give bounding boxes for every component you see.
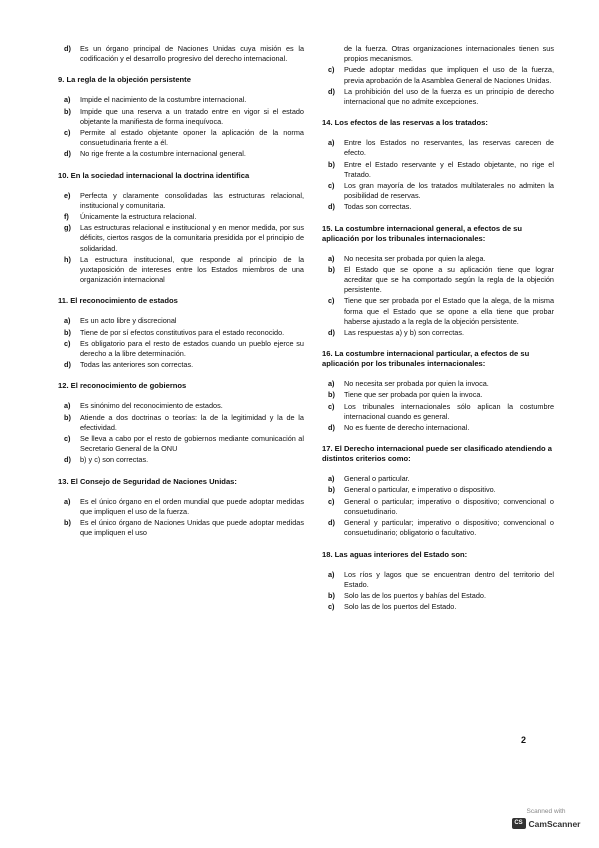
option-text: Los ríos y lagos que se encuentran dentro del territorio del Estado. (344, 569, 554, 589)
question-9 (58, 75, 304, 159)
answer-option (322, 390, 554, 400)
option-letter: d) (64, 44, 71, 53)
option-text: Los tribunales internacionales sólo aplican la costumbre internacional cuando es general. (344, 401, 554, 421)
question-title: 14. Los efectos de las reservas a los tratados: (322, 118, 488, 128)
answer-option (322, 65, 554, 85)
option-letter: d) (328, 423, 335, 433)
option-text: Es un órgano principal de Naciones Unidas cuya misión es la codificación y el desarrollo progresivo del derecho internacional. (80, 44, 304, 64)
option-letter: c) (328, 65, 335, 75)
option-letter: b) (328, 264, 335, 274)
page-number: 2 (521, 735, 527, 745)
question-10 (58, 171, 304, 286)
option-text: General o particular, e imperativo o dispositivo. (344, 485, 496, 495)
option-letter: b) (328, 485, 335, 495)
option-text: Es obligatorio para el resto de estados cuando un pueblo ejerce su derecho a la libre determinación. (80, 338, 304, 359)
question-title: 10. En la sociedad internacional la doctrina identifica (58, 170, 250, 180)
option-text: Impide el nacimiento de la costumbre internacional. (80, 95, 247, 105)
answer-option (322, 379, 554, 389)
option-text: No es fuente de derecho internacional. (344, 423, 470, 433)
answer-option (58, 255, 304, 286)
answer-option (58, 107, 304, 127)
option-text: Entre el Estado reservante y el Estado objetante, no rige el Tratado. (344, 159, 554, 179)
answer-option (58, 339, 304, 359)
option-letter: b) (64, 106, 71, 116)
answer-option (322, 328, 554, 338)
answer-option (322, 570, 554, 590)
question-title: 15. La costumbre internacional general, a efectos de su aplicación por los tribunales internacionales: (322, 223, 523, 243)
question-18 (322, 550, 554, 613)
answer-option (58, 413, 304, 433)
answer-option (322, 296, 554, 327)
question-8-tail (58, 44, 304, 64)
option-letter: b) (328, 590, 335, 600)
option-text: Atiende a dos doctrinas o teorías: la de la legitimidad y la de la efectividad. (80, 412, 304, 432)
option-text: Impide que una reserva a un tratado entre en vigor si el estado objetante la manifiesta de forma inequívoca. (80, 106, 304, 126)
option-continuation: de la fuerza. Otras organizaciones internacionales tienen sus propios mecanismos. (344, 44, 554, 64)
answer-option (322, 160, 554, 180)
answer-option (58, 44, 304, 64)
option-letter: a) (64, 95, 71, 105)
option-text: Se lleva a cabo por el resto de gobiernos mediante comunicación al Secretario General de la ONU (80, 434, 304, 454)
option-text: Perfecta y claramente consolidadas las estructuras relacional, institucional y comunitaria. (80, 190, 304, 210)
answer-option (322, 602, 554, 612)
left-column (58, 44, 304, 550)
option-text: General y particular; imperativo o dispositivo; convencional o consuetudinario; obligatorio o facultativo. (344, 518, 554, 538)
option-text: Solo las de los puertos y bahías del Estado. (344, 590, 486, 600)
option-text: Permite al estado objetante oponer la aplicación de la norma consuetudinaria frente a él. (80, 128, 304, 148)
option-text: La prohibición del uso de la fuerza es un principio de derecho internacional que no admite excepciones. (344, 86, 554, 107)
question-16 (322, 349, 554, 433)
option-text: Tiene que ser probada por el Estado que la alega, de la misma forma que el Estado que se opone a ella tiene que probar haberse ajustado a la regla de la objeción persistente. (344, 296, 554, 326)
option-letter: c) (328, 602, 335, 612)
option-text: No rige frente a la costumbre internacional general. (80, 149, 246, 159)
option-text: General o particular; imperativo o dispositivo; convencional o consuetudinario. (344, 496, 554, 516)
option-letter: b) (64, 412, 71, 422)
option-text: Es el único órgano de Naciones Unidas que puede adoptar medidas que impliquen el uso (80, 518, 304, 538)
option-letter: a) (328, 253, 335, 263)
answer-option (58, 328, 304, 338)
option-letter: c) (328, 496, 335, 506)
answer-option (58, 434, 304, 454)
option-text: Únicamente la estructura relacional. (80, 212, 197, 222)
question-12 (58, 381, 304, 465)
option-letter: d) (328, 518, 335, 528)
answer-option (58, 497, 304, 517)
option-letter: c) (64, 434, 71, 444)
question-title: 18. Las aguas interiores del Estado son: (322, 549, 468, 559)
option-letter: d) (328, 86, 335, 96)
answer-option (322, 518, 554, 538)
option-letter: c) (64, 128, 71, 138)
option-text: No necesita ser probada por quien la invoca. (344, 379, 489, 389)
answer-option (322, 138, 554, 158)
option-text: La estructura institucional, que responde al principio de la yuxtaposición de intereses entre los Estados miembros de una organización internacional (80, 254, 304, 285)
option-text: No necesita ser probada por quien la alega. (344, 253, 486, 263)
scanner-watermark (505, 807, 587, 837)
answer-option (58, 95, 304, 105)
option-text: b) y c) son correctas. (80, 455, 149, 465)
question-title: 13. El Consejo de Seguridad de Naciones Unidas: (58, 476, 237, 486)
option-letter: d) (64, 360, 71, 370)
answer-option (58, 401, 304, 411)
option-letter: h) (64, 254, 71, 264)
answer-option (58, 212, 304, 222)
answer-option (322, 485, 554, 495)
option-text: Los gran mayoría de los tratados multilaterales no admiten la posibilidad de reservas. (344, 181, 554, 201)
option-letter: a) (64, 401, 71, 411)
option-text: Es sinónimo del reconocimiento de estados. (80, 401, 223, 411)
option-letter: a) (64, 316, 71, 326)
answer-option (322, 265, 554, 296)
answer-option (322, 254, 554, 264)
option-letter: b) (328, 159, 335, 169)
question-17 (322, 444, 554, 538)
question-13 (58, 477, 304, 539)
option-text: General o particular. (344, 474, 410, 484)
option-text: Es un acto libre y discrecional (80, 316, 177, 326)
right-column (322, 44, 554, 623)
answer-option (322, 474, 554, 484)
question-11 (58, 296, 304, 370)
option-text: Tiene que ser probada por quien la invoca. (344, 390, 483, 400)
option-letter: d) (328, 328, 335, 338)
answer-option (322, 497, 554, 517)
option-letter: c) (328, 181, 335, 191)
option-letter: b) (64, 327, 71, 337)
question-15 (322, 224, 554, 339)
answer-option (58, 223, 304, 254)
option-letter: d) (328, 202, 335, 212)
answer-option (58, 518, 304, 538)
answer-option (322, 402, 554, 422)
question-title: 11. El reconocimiento de estados (58, 296, 178, 306)
option-letter: e) (64, 190, 71, 200)
answer-option (322, 202, 554, 212)
question-13-continued (322, 44, 554, 107)
option-letter: c) (64, 338, 71, 348)
option-letter: a) (64, 496, 71, 506)
answer-option (58, 191, 304, 211)
option-text: Todas son correctas. (344, 202, 412, 212)
option-letter: a) (328, 379, 335, 389)
answer-option (58, 360, 304, 370)
watermark-brand (505, 818, 587, 829)
option-letter: b) (64, 518, 71, 528)
answer-option (58, 455, 304, 465)
option-letter: f) (64, 212, 69, 222)
question-title: 17. El Derecho internacional puede ser clasificado atendiendo a distintos criterios como: (322, 444, 552, 464)
option-letter: g) (64, 223, 71, 233)
watermark-caption: Scanned with (526, 808, 566, 815)
option-letter: d) (64, 455, 71, 465)
option-letter: c) (328, 401, 335, 411)
question-title: 12. El reconocimiento de gobiernos (58, 381, 187, 391)
option-letter: a) (328, 474, 335, 484)
option-text: Puede adoptar medidas que impliquen el uso de la fuerza, previa aprobación de la Asamblea General de Naciones Unidas. (344, 65, 554, 85)
answer-option (322, 423, 554, 433)
option-letter: b) (328, 390, 335, 400)
option-letter: c) (328, 296, 335, 306)
option-text: Todas las anteriores son correctas. (80, 360, 194, 370)
option-text: Solo las de los puertos del Estado. (344, 602, 457, 612)
option-text: Entre los Estados no reservantes, las reservas carecen de efecto. (344, 138, 554, 158)
option-text: Tiene de por sí efectos constitutivos para el estado reconocido. (80, 327, 285, 337)
option-letter: a) (328, 569, 335, 579)
question-title: 16. La costumbre internacional particular, a efectos de su aplicación por los tribunales internacionales: (322, 349, 530, 369)
answer-option (322, 181, 554, 201)
option-text: Las respuestas a) y b) son correctas. (344, 328, 465, 338)
camscanner-logo-icon: CS (512, 818, 526, 829)
answer-option (322, 87, 554, 107)
option-text: Es el único órgano en el orden mundial que puede adoptar medidas que impliquen el uso de la fuerza. (80, 496, 304, 516)
option-text: El Estado que se opone a su aplicación tiene que lograr acreditar que se ha comportado según la regla de la objeción persistente. (344, 264, 554, 295)
question-title: 9. La regla de la objeción persistente (58, 75, 191, 85)
answer-option (322, 591, 554, 601)
answer-option (58, 149, 304, 159)
answer-option (58, 316, 304, 326)
option-letter: a) (328, 138, 335, 148)
question-14 (322, 118, 554, 212)
option-letter: d) (64, 149, 71, 159)
watermark-brand-name: CamScanner (528, 818, 581, 829)
answer-option (58, 128, 304, 148)
option-text: Las estructuras relacional e institucional y en menor medida, por sus déficits, ciertos rasgos de la comunitaria presidida por el principio de solidaridad. (80, 223, 304, 253)
